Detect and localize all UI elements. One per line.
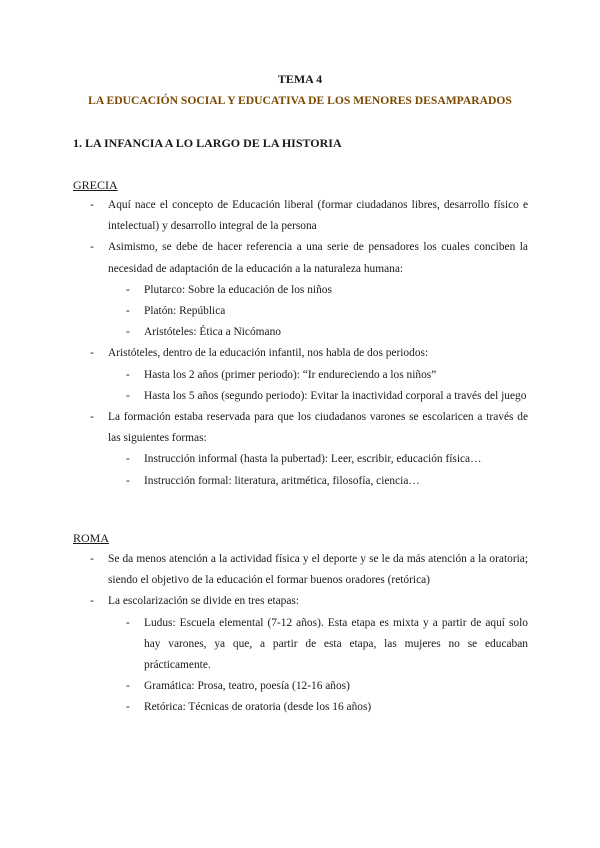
- section-title: 1. LA INFANCIA A LO LARGO DE LA HISTORIA: [73, 136, 342, 150]
- list-item: [0, 591, 600, 612]
- bullet-dash: -: [126, 368, 130, 381]
- sub-list-item-text: Hasta los 2 años (primer periodo): “Ir endureciendo a los niños”: [144, 368, 437, 381]
- list-item-text: Asimismo, se debe de hacer referencia a una serie de pensadores los cuales conciben la necesidad de adaptación de la educación a la naturaleza humana:: [108, 241, 528, 275]
- bullet-dash: -: [126, 474, 130, 487]
- list-item: [0, 343, 600, 364]
- bullet-dash: -: [126, 453, 130, 466]
- bullet-dash: -: [90, 347, 94, 360]
- bullet-dash: -: [90, 241, 94, 254]
- list-item-text: Se da menos atención a la actividad física y el deporte y se le da más atención a la oratoria; siendo el objetivo de la educación el formar buenos oradores (retórica): [108, 553, 528, 587]
- bullet-dash: -: [126, 283, 130, 296]
- subsection-roma-heading: ROMA: [73, 531, 110, 545]
- bullet-dash: -: [90, 553, 94, 565]
- sub-list-item: [0, 613, 600, 677]
- sub-list-item-text: Instrucción formal: literatura, aritmética, filosofía, ciencia…: [144, 474, 420, 487]
- sub-list-item-text: Retórica: Técnicas de oratoria (desde los 16 años): [144, 701, 372, 714]
- bullet-dash: -: [126, 326, 130, 339]
- bullet-dash: -: [126, 680, 130, 693]
- sub-list-item: [0, 365, 600, 386]
- sub-list-item: [0, 676, 600, 697]
- bullet-dash: -: [126, 305, 130, 318]
- sub-list-item: [0, 301, 600, 322]
- bullet-dash: -: [90, 199, 94, 211]
- list-item-text: La escolarización se divide en tres etapas:: [108, 595, 300, 608]
- subsection-grecia-heading: GRECIA: [73, 178, 118, 192]
- bullet-dash: -: [90, 411, 94, 424]
- list-item-text: Aquí nace el concepto de Educación liberal (formar ciudadanos libres, desarrollo físico e intelectual) y desarrollo integral de la persona: [108, 199, 528, 233]
- list-item-text: Aristóteles, dentro de la educación infantil, nos habla de dos periodos:: [108, 347, 429, 360]
- sub-list-item: [0, 280, 600, 301]
- list-item-text: La formación estaba reservada para que los ciudadanos varones se escolaricen a través de las siguientes formas:: [108, 411, 528, 445]
- sub-list-item: [0, 697, 600, 718]
- sub-list-item: [0, 386, 600, 407]
- list-item: [0, 237, 600, 279]
- sub-list-item-text: Hasta los 5 años (segundo periodo): Evitar la inactividad corporal a través del juego: [144, 389, 527, 402]
- bullet-dash: -: [90, 595, 94, 608]
- sub-list-item-text: Ludus: Escuela elemental (7-12 años). Esta etapa es mixta y a partir de aquí solo hay varones, ya que, a partir de esta etapa, las mujeres no se educaban prácticamente.: [144, 616, 528, 672]
- sub-list-item-text: Plutarco: Sobre la educación de los niños: [144, 283, 332, 296]
- bullet-dash: -: [126, 701, 130, 714]
- bullet-dash: -: [126, 616, 130, 629]
- sub-list-item-text: Platón: República: [144, 305, 226, 318]
- sub-list-item: [0, 449, 600, 470]
- topic-number: TEMA 4: [277, 72, 323, 86]
- bullet-dash: -: [126, 389, 130, 402]
- sub-list-item: [0, 471, 600, 492]
- list-item: [0, 407, 600, 449]
- sub-list-item-text: Gramática: Prosa, teatro, poesía (12-16 años): [144, 680, 350, 693]
- roma-list: [0, 549, 600, 719]
- grecia-list: [0, 195, 600, 492]
- list-item: [0, 549, 600, 591]
- sub-list-item: [0, 322, 600, 343]
- sub-list-item-text: Aristóteles: Ética a Nicómano: [144, 326, 281, 339]
- list-item: [0, 195, 600, 237]
- sub-list-item-text: Instrucción informal (hasta la pubertad): Leer, escribir, educación física…: [144, 453, 482, 466]
- document-title: LA EDUCACIÓN SOCIAL Y EDUCATIVA DE LOS MENORES DESAMPARADOS: [88, 94, 512, 107]
